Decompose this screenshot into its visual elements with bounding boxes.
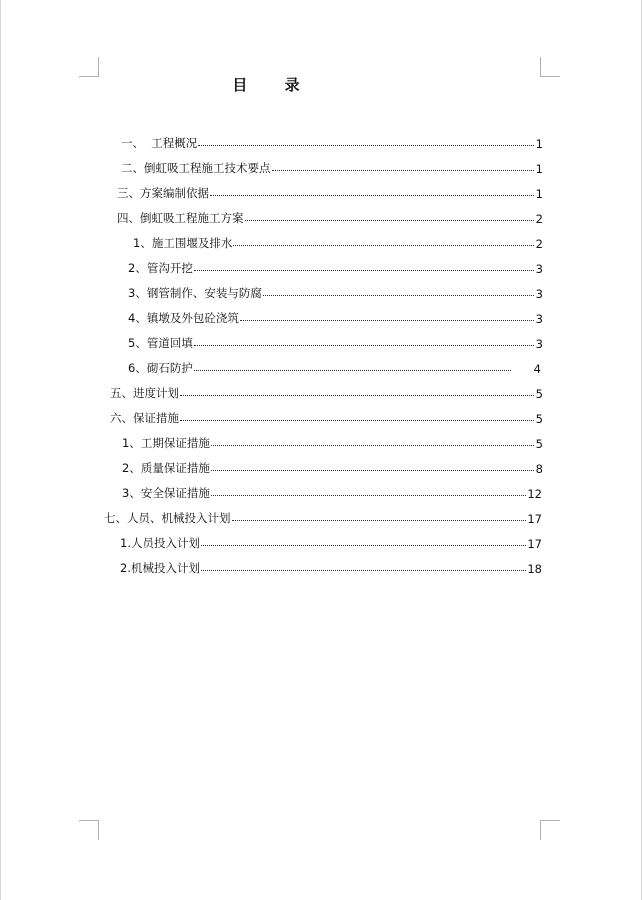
toc-entry[interactable]	[120, 554, 542, 576]
toc-title: 目 录	[232, 76, 316, 94]
toc-entry-page: 8	[535, 462, 543, 476]
toc-entry-label: 2、质量保证措施	[122, 461, 210, 475]
toc-entry-page: 4	[533, 362, 541, 376]
toc-entry-page: 1	[535, 162, 543, 176]
toc-entry[interactable]	[121, 129, 543, 151]
toc-dot-leader	[194, 369, 511, 371]
toc-entry-label: 三、方案编制依据	[117, 186, 209, 200]
toc-entry[interactable]	[128, 354, 541, 376]
toc-dot-leader	[210, 194, 534, 196]
toc-entry[interactable]	[110, 404, 543, 426]
toc-entry-label: 3、钢管制作、安装与防腐	[128, 286, 262, 300]
toc-entry-page: 2	[535, 237, 543, 251]
toc-entry[interactable]	[122, 479, 542, 501]
toc-entry[interactable]	[117, 204, 543, 226]
toc-dot-leader	[180, 394, 534, 396]
toc-entry-page: 17	[527, 512, 542, 526]
toc-entry[interactable]	[122, 454, 543, 476]
toc-dot-leader	[198, 144, 534, 146]
toc-dot-leader	[201, 569, 526, 571]
toc-dot-leader	[233, 244, 534, 246]
toc-entry-label: 二、倒虹吸工程施工技术要点	[121, 161, 271, 175]
toc-entry[interactable]	[121, 154, 543, 176]
toc-dot-leader	[245, 219, 535, 221]
toc-entry-label: 2.机械投入计划	[120, 561, 200, 575]
toc-entry-label: 4、镇墩及外包砼浇筑	[128, 311, 239, 325]
toc-entry-page: 5	[535, 437, 543, 451]
toc-entry-page: 3	[535, 337, 543, 351]
toc-entry-page: 1	[535, 137, 543, 151]
toc-entry-page: 5	[535, 387, 543, 401]
toc-entry-page: 2	[535, 212, 543, 226]
toc-entry[interactable]	[117, 179, 543, 201]
page-edge-left	[0, 0, 1, 900]
toc-entry-page: 18	[527, 562, 542, 576]
toc-entry-page: 3	[535, 287, 543, 301]
toc-dot-leader	[194, 269, 534, 271]
toc-dot-leader	[263, 294, 534, 296]
toc-dot-leader	[194, 344, 534, 346]
toc-entry[interactable]	[128, 254, 543, 276]
toc-entry-page: 1	[535, 187, 543, 201]
toc-entry-label: 七、人员、机械投入计划	[104, 511, 231, 525]
toc-dot-leader	[201, 544, 526, 546]
toc-entry-label: 5、管道回填	[128, 336, 193, 350]
margin-corner-bottom-right	[540, 820, 560, 840]
toc-entry-label: 6、砌石防护	[128, 361, 193, 375]
toc-entry-label: 一、 工程概况	[121, 136, 198, 150]
toc-entry-label: 六、保证措施	[110, 411, 179, 425]
toc-entry-page: 17	[527, 537, 542, 551]
toc-dot-leader	[272, 169, 535, 171]
toc-entry[interactable]	[128, 304, 543, 326]
toc-dot-leader	[180, 419, 534, 421]
toc-dot-leader	[211, 494, 527, 496]
margin-corner-bottom-left	[79, 820, 99, 840]
toc-entry[interactable]	[128, 329, 543, 351]
toc-entry-label: 1、施工围堰及排水	[133, 236, 233, 250]
toc-entry-page: 12	[527, 487, 542, 501]
toc-entry[interactable]	[120, 529, 542, 551]
toc-entry[interactable]	[104, 504, 542, 526]
toc-entry-label: 四、倒虹吸工程施工方案	[117, 211, 244, 225]
toc-entry[interactable]	[110, 379, 543, 401]
toc-entry-label: 五、进度计划	[110, 386, 179, 400]
toc-entry-page: 3	[535, 312, 543, 326]
toc-entry-label: 2、管沟开挖	[128, 261, 193, 275]
toc-entry[interactable]	[133, 229, 543, 251]
toc-entry[interactable]	[122, 429, 543, 451]
toc-entry-label: 1.人员投入计划	[120, 536, 200, 550]
toc-dot-leader	[232, 519, 527, 521]
toc-dot-leader	[211, 469, 534, 471]
toc-dot-leader	[240, 319, 534, 321]
toc-entry-page: 3	[535, 262, 543, 276]
toc-entry[interactable]	[128, 279, 543, 301]
toc-dot-leader	[211, 444, 534, 446]
toc-entry-label: 1、工期保证措施	[122, 436, 210, 450]
toc-entry-page: 5	[535, 412, 543, 426]
toc-entry-label: 3、安全保证措施	[122, 486, 210, 500]
